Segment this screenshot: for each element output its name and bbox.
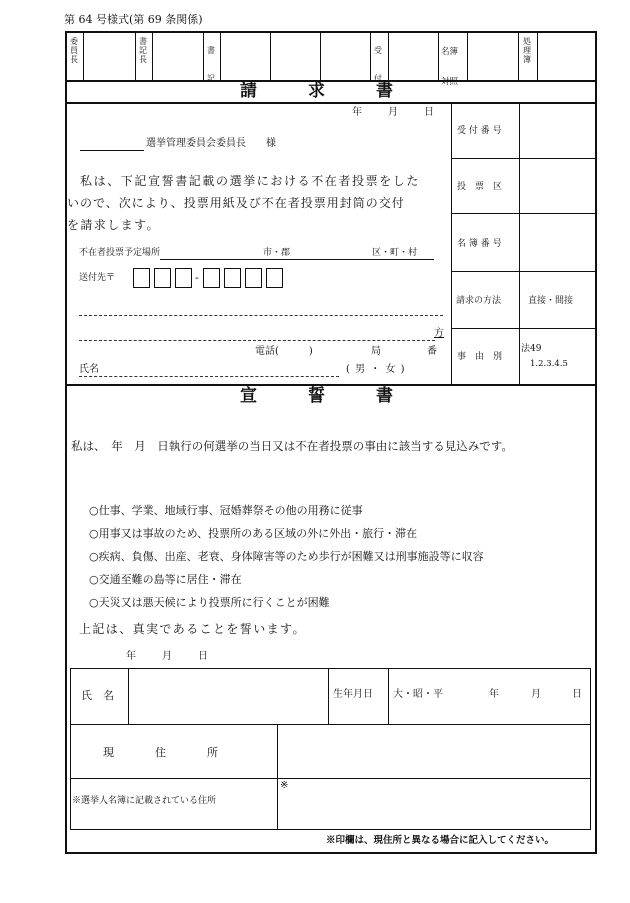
- side-panel-divider: [451, 102, 452, 384]
- address-line-2: [79, 340, 435, 341]
- request-date: 年 月 日: [352, 107, 436, 118]
- oath-name-field[interactable]: [130, 670, 326, 722]
- address-line-1: [79, 315, 443, 316]
- place-label: 不在者投票予定場所: [79, 248, 161, 258]
- phone-number: 番: [427, 346, 437, 357]
- reason-label: 事 由 別: [457, 352, 503, 362]
- current-address-field[interactable]: [279, 726, 589, 776]
- received-cell: 受付: [374, 46, 382, 83]
- request-body-line2: いので、次により、投票用紙及び不在者投票用封筒の交付: [67, 196, 405, 210]
- phone-station: 局: [371, 346, 381, 357]
- committee-name-line: [80, 150, 144, 151]
- committee-chief-cell: 委員長: [70, 37, 78, 64]
- request-body-line3: を請求します。: [67, 218, 160, 232]
- request-method-value: 直接・間接: [528, 296, 574, 306]
- form-number: 第 64 号様式(第 69 条関係): [64, 13, 203, 26]
- oath-option-3: ○疾病、負傷、出産、老衰、身体障害等のため歩行が困難又は刑事施設等に収容: [89, 550, 484, 563]
- registered-address-label: ※選挙人名簿に記載されている住所: [72, 796, 217, 806]
- receipt-number-label: 受 付 番 号: [457, 126, 502, 136]
- registry-check-cell: 名簿対照: [441, 47, 459, 87]
- oath-option-1: ○仕事、学業、地域行事、冠婚葬祭その他の用務に従事: [89, 504, 363, 517]
- registered-address-field[interactable]: [279, 780, 589, 828]
- gender-choice: ( 男 ・ 女 ): [346, 364, 406, 375]
- postal-digit-6[interactable]: [245, 268, 262, 288]
- applicant-name-line: [79, 376, 339, 377]
- secretary-chief-cell: 書記長: [139, 37, 147, 64]
- processed-cell: 処理簿: [523, 37, 531, 64]
- registry-number-label: 名 簿 番 号: [457, 239, 502, 249]
- oath-footnote: ※印欄は、現住所と異なる場合に記入してください。: [326, 835, 555, 846]
- oath-option-5: ○天災又は悪天候により投票所に行くことが困難: [89, 596, 330, 609]
- postal-digit-3[interactable]: [175, 268, 192, 288]
- current-address-label: 現 住 所: [103, 746, 220, 759]
- birth-year: 年: [489, 689, 499, 700]
- postal-digit-1[interactable]: [133, 268, 150, 288]
- oath-name-label: 氏 名: [81, 689, 114, 702]
- birth-month: 月: [531, 689, 541, 700]
- postal-digit-2[interactable]: [154, 268, 171, 288]
- direction-suffix: 方: [434, 328, 444, 339]
- reason-value-numbers: 1.2.3.4.5: [530, 359, 568, 369]
- postal-digit-4[interactable]: [203, 268, 220, 288]
- oath-affirmation: 上記は、真実であることを誓います。: [79, 622, 306, 636]
- oath-statement: 私は、 年 月 日執行の何選挙の当日又は不在者投票の事由に該当する見込みです。: [71, 439, 513, 453]
- postal-digit-5[interactable]: [224, 268, 241, 288]
- request-method-label: 請求の方法: [456, 296, 502, 306]
- birth-day: 日: [572, 689, 582, 700]
- birth-era: 大・昭・平: [393, 689, 443, 700]
- reason-value-law: 法49: [521, 344, 542, 354]
- registered-address-mark: ※: [280, 780, 289, 791]
- place-line: [160, 259, 434, 260]
- birth-date-label: 生年月日: [333, 689, 373, 700]
- applicant-name-label: 氏名: [79, 364, 99, 375]
- send-to-label: 送付先〒: [79, 273, 116, 283]
- secretary-cell: 書記: [207, 46, 215, 83]
- postal-separator: -: [195, 271, 199, 284]
- oath-date: 年 月 日: [126, 651, 210, 662]
- place-city: 市・郡: [263, 248, 291, 258]
- phone-label: 電話( ): [255, 346, 313, 357]
- request-body-line1: 私は、下記宣誓書記載の選挙における不在者投票をした: [80, 174, 421, 188]
- oath-option-2: ○用事又は事故のため、投票所のある区域の外に外出・旅行・滞在: [89, 527, 418, 540]
- voting-district-label: 投 票 区: [457, 182, 503, 192]
- oath-title: 宣 誓 書: [240, 386, 393, 406]
- postal-digit-7[interactable]: [266, 268, 283, 288]
- oath-option-4: ○交通至難の島等に居住・滞在: [89, 573, 242, 586]
- request-title: 請 求 書: [240, 81, 393, 101]
- request-addressee: 選挙管理委員会委員長 様: [146, 138, 276, 149]
- place-ward: 区・町・村: [372, 248, 418, 258]
